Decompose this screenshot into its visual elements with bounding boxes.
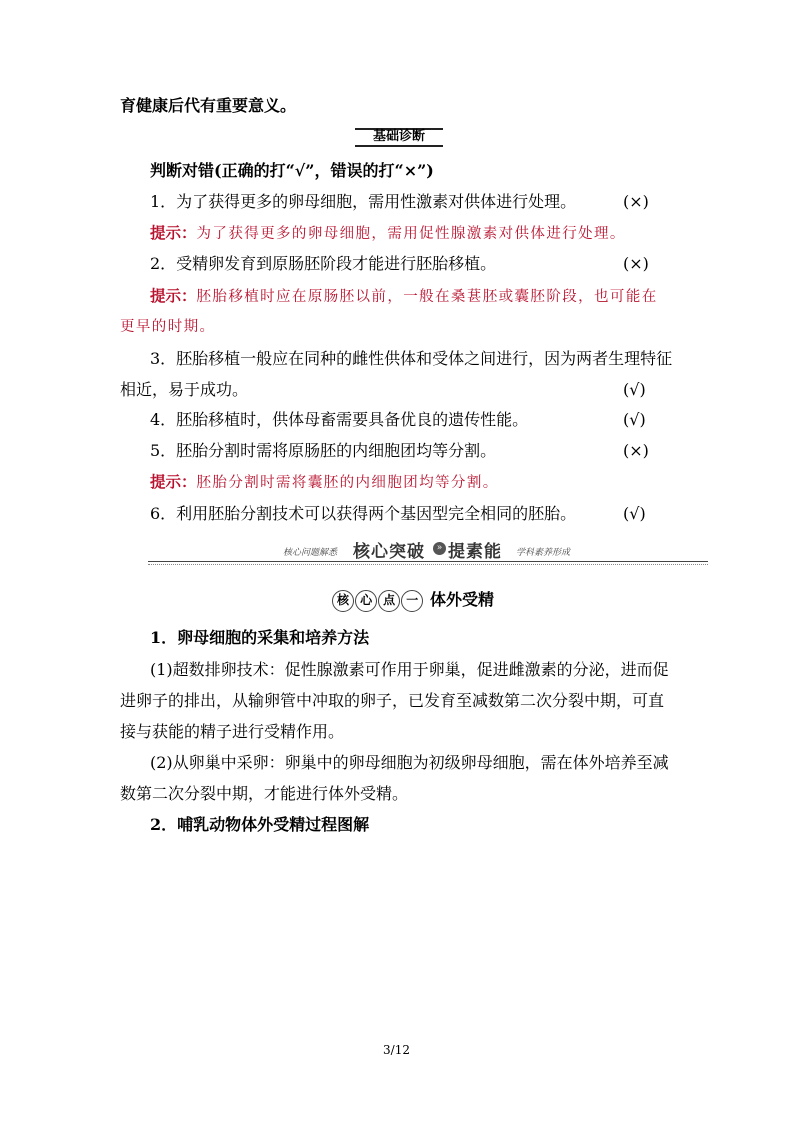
arrow-icon: » — [433, 542, 446, 555]
paragraph-2: (2)从卵巢中采卵：卵巢中的卵母细胞为初级卵母细胞，需在体外培养至减 — [150, 753, 669, 772]
basic-diagnosis-banner — [355, 128, 443, 147]
banner-rule — [148, 561, 708, 562]
hint-1 — [150, 223, 680, 244]
mark-q2: (×) — [623, 254, 649, 273]
hint-5 — [150, 472, 680, 493]
line-intro-tail: 育健康后代有重要意义。 — [120, 96, 297, 115]
section-2-heading: 2．哺乳动物体外受精过程图解 — [150, 815, 370, 834]
question-3: 3．胚胎移植一般应在同种的雌性供体和受体之间进行，因为两者生理特征 — [150, 349, 673, 368]
banner-dotted-rule — [148, 564, 708, 565]
page-number: 3/12 — [383, 1043, 410, 1057]
paragraph-1: (1)超数排卵技术：促性腺激素可作用于卵巢，促进雌激素的分泌，进而促 — [150, 660, 669, 679]
hint-text: 胚胎分割时需将囊胚的内细胞团均等分割。 — [196, 475, 499, 491]
judge-heading: 判断对错(正确的打“√”，错误的打“×”) — [150, 161, 434, 180]
section-1-heading: 1．卵母细胞的采集和培养方法 — [150, 628, 370, 647]
hint-label: 提示： — [150, 223, 197, 242]
hint-label: 提示： — [150, 286, 197, 305]
badge-char: 心 — [355, 590, 377, 612]
basic-diagnosis-title: 基础诊断 — [372, 129, 425, 144]
question-3-cont: 相近，易于成功。 — [120, 380, 249, 399]
key-point-title: 体外受精 — [430, 590, 495, 609]
mark-q4: (√) — [623, 410, 646, 429]
mark-q1: (×) — [623, 192, 649, 211]
mark-q5: (×) — [623, 441, 649, 460]
core-main-title: 核心突破 — [353, 542, 425, 562]
badge-char: 一 — [401, 590, 423, 612]
badge-char: 点 — [378, 590, 400, 612]
key-point-badge — [332, 589, 419, 611]
core-right-caption: 学科素养形成 — [516, 548, 571, 558]
hint-text: 胚胎移植时应在原肠胚以前，一般在桑葚胚或囊胚阶段，也可能在 — [196, 289, 658, 305]
question-1: 1．为了获得更多的卵母细胞，需用性激素对供体进行处理。 — [150, 192, 577, 211]
question-5: 5．胚胎分割时需将原肠胚的内细胞团均等分割。 — [150, 441, 497, 460]
core-left-caption: 核心问题解悉 — [283, 548, 338, 558]
question-6: 6．利用胚胎分割技术可以获得两个基因型完全相同的胚胎。 — [150, 504, 577, 523]
hint-text: 为了获得更多的卵母细胞，需用促性腺激素对供体进行处理。 — [196, 226, 626, 242]
hint-2 — [150, 286, 680, 307]
question-4: 4．胚胎移植时，供体母畜需要具备优良的遗传性能。 — [150, 410, 529, 429]
mark-q6: (√) — [623, 504, 646, 523]
paragraph-2-cont: 数第二次分裂中期，才能进行体外受精。 — [120, 784, 409, 803]
hint-label: 提示： — [150, 472, 197, 491]
paragraph-1-cont: 接与获能的精子进行受精作用。 — [120, 722, 345, 741]
mark-q3: (√) — [623, 380, 646, 399]
banner-bottom-rule — [355, 145, 443, 147]
question-2: 2．受精卵发育到原肠胚阶段才能进行胚胎移植。 — [150, 254, 497, 273]
core-breakthrough-banner — [148, 535, 708, 567]
paragraph-1-cont: 进卵子的排出，从输卵管中冲取的卵子，已发育至减数第二次分裂中期，可直 — [120, 691, 665, 710]
core-sub-title: 提素能 — [448, 542, 502, 562]
badge-char: 核 — [332, 590, 354, 612]
hint-2-cont: 更早的时期。 — [120, 319, 216, 335]
